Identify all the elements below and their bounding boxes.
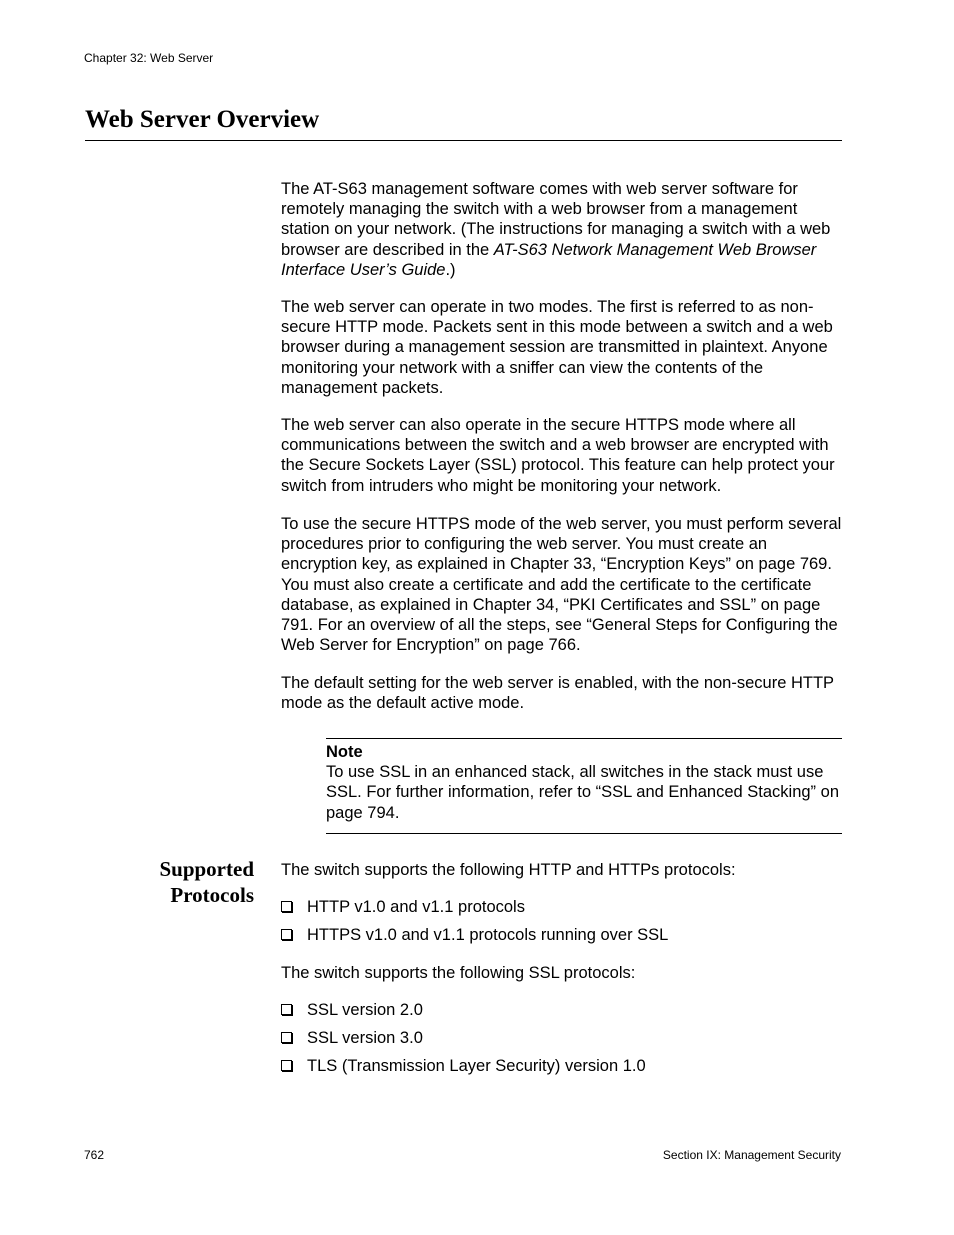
note-label: Note: [326, 743, 363, 761]
paragraph-4: [281, 514, 842, 655]
running-header: Chapter 32: Web Server: [84, 51, 214, 65]
http-intro: [281, 860, 842, 880]
note-box: [326, 738, 842, 834]
list-item: [281, 897, 525, 917]
page-number: 762: [84, 1148, 105, 1162]
list-item-text: TLS (Transmission Layer Security) version 1.0: [307, 1057, 646, 1075]
title-rule: [85, 140, 842, 141]
running-footer: Section IX: Management Security: [662, 1148, 841, 1162]
list-item-text: SSL version 3.0: [307, 1029, 423, 1047]
paragraph-4-text: To use the secure HTTPS mode of the web server, you must perform several procedures prior to configuring the web server. You must create an encryption key, as explained in Chapter 33, “Encryption Keys” on page 769. You must also create a certificate and add the certificate to the certificate database, as explained in Chapter 34, “PKI Certificates and SSL” on page 791. For an overview of all the steps, see “General Steps for Configuring the Web Server for Encryption” on page 766.: [281, 515, 842, 655]
list-item-text: HTTP v1.0 and v1.1 protocols: [307, 898, 525, 916]
list-item-text: SSL version 2.0: [307, 1001, 423, 1019]
checkbox-bullet-icon: [281, 929, 292, 940]
guide-title: AT-S63 Network Management Web Browser Interface User’s Guide: [281, 240, 817, 279]
paragraph-3-text: The web server can also operate in the secure HTTPS mode where all communications between the switch and a web browser are encrypted with the Secure Sockets Layer (SSL) protocol. This feature can help protect your switch from intruders who might be monitoring your network.: [281, 416, 835, 495]
paragraph-1-text-a: The AT-S63 management software comes with web server software for remotely managing the switch with a web browser from a management station on your network. (The instructions for managing a switch with a web browser are described in the: [281, 180, 831, 259]
http-intro-text: The switch supports the following HTTP and HTTPs protocols:: [281, 861, 736, 879]
paragraph-5: [281, 673, 842, 713]
paragraph-2: [281, 297, 842, 398]
ssl-intro: [281, 963, 842, 983]
section-heading-line-2: Protocols: [170, 883, 254, 907]
page-title: Web Server Overview: [85, 106, 320, 133]
list-item: [281, 1028, 423, 1048]
note-text: To use SSL in an enhanced stack, all switches in the stack must use SSL. For further information, refer to “SSL and Enhanced Stacking” on page 794.: [326, 763, 839, 822]
paragraph-1: [281, 179, 842, 280]
checkbox-bullet-icon: [281, 1060, 292, 1071]
list-item: [281, 1000, 423, 1020]
list-item: [281, 1056, 646, 1076]
paragraph-2-text: The web server can operate in two modes. The first is referred to as non-secure HTTP mode. Packets sent in this mode between a switch and a web browser during a management session are transmitted in plaintext. Anyone monitoring your network with a sniffer can view the contents of the management packets.: [281, 298, 833, 397]
list-item-text: HTTPS v1.0 and v1.1 protocols running over SSL: [307, 926, 669, 944]
checkbox-bullet-icon: [281, 1004, 292, 1015]
paragraph-5-text: The default setting for the web server is enabled, with the non-secure HTTP mode as the default active mode.: [281, 674, 834, 713]
section-heading-supported-protocols: [120, 856, 254, 908]
checkbox-bullet-icon: [281, 901, 292, 912]
ssl-intro-text: The switch supports the following SSL protocols:: [281, 964, 636, 982]
paragraph-1-text-b: .): [445, 260, 456, 279]
paragraph-3: [281, 415, 842, 496]
list-item: [281, 925, 668, 945]
section-heading-line-1: Supported: [159, 857, 254, 881]
checkbox-bullet-icon: [281, 1032, 292, 1043]
